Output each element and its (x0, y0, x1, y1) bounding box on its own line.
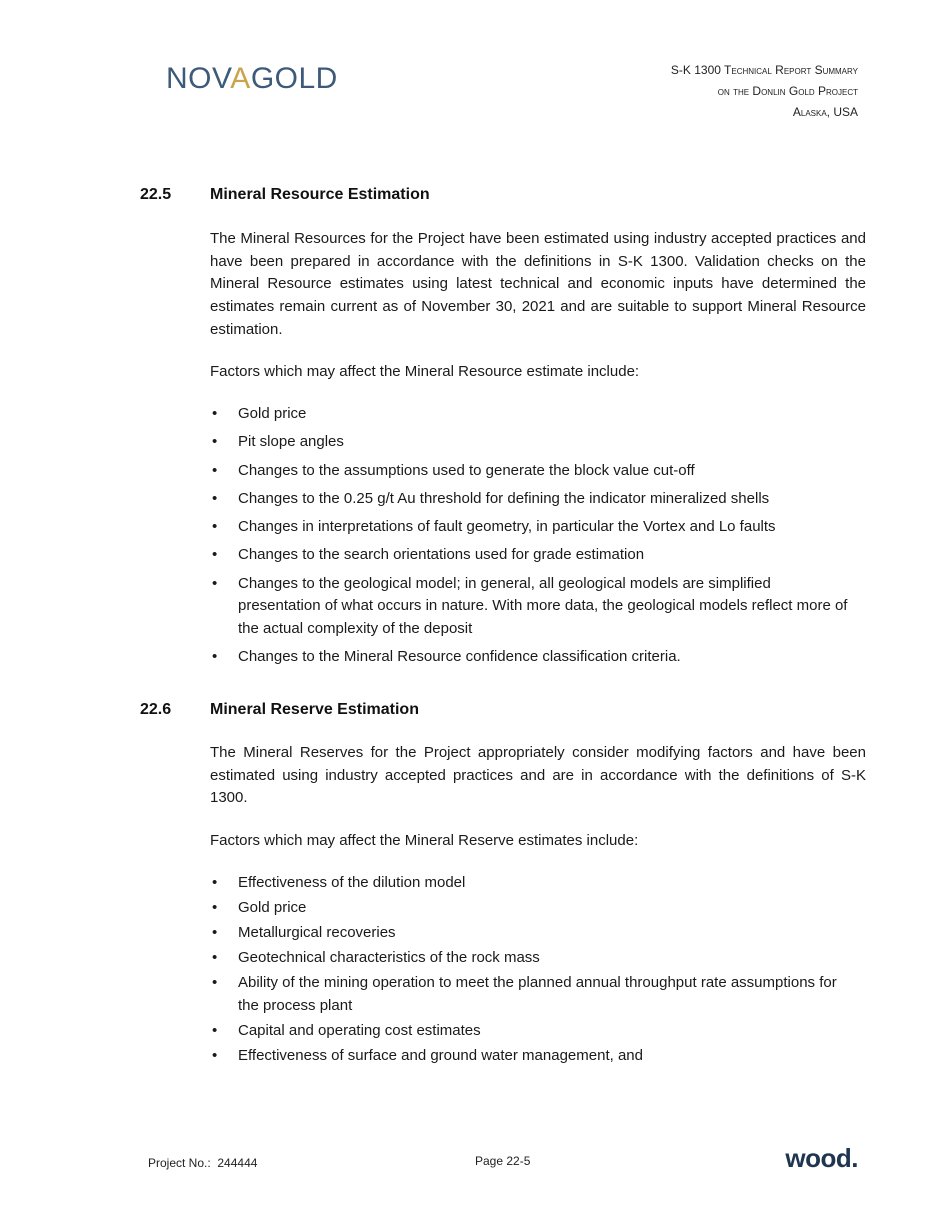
list-item: • Metallurgical recoveries (212, 924, 396, 942)
reserve-factors-list (210, 872, 850, 1070)
report-title-line1: S-K 1300 Technical Report Summary (670, 63, 858, 77)
resource-factors-list (210, 403, 850, 675)
logo-a-mark: A (230, 62, 251, 95)
project-label: Project No.: (148, 1156, 211, 1170)
logo-text-suffix: GOLD (250, 62, 338, 95)
list-item: • Changes to the Mineral Resource confidence classification criteria. (212, 648, 681, 666)
list-item: • Ability of the mining operation to meet the planned annual throughput rate assumptions for the process plant (212, 974, 837, 1015)
page-number: Page 22-5 (475, 1154, 531, 1168)
list-item: • Pit slope angles (212, 433, 344, 451)
list-item: • Gold price (212, 405, 307, 422)
resource-factors-intro: Factors which may affect the Mineral Resource estimate include: (210, 363, 640, 380)
section-heading-22-6 (140, 701, 419, 719)
logo-text-prefix: NOV (166, 62, 231, 95)
list-item: • Geotechnical characteristics of the rock mass (212, 949, 540, 967)
list-item: • Gold price (212, 899, 307, 917)
list-item: • Changes to the assumptions used to generate the block value cut-off (212, 461, 695, 479)
report-header (671, 60, 858, 123)
list-item: • Capital and operating cost estimates (212, 1022, 481, 1040)
reserve-paragraph: The Mineral Reserves for the Project appropriately consider modifying factors and have been estimated using industry accepted practices and are in accordance with the definitions of S-K 1300. (210, 744, 866, 807)
project-number (148, 1156, 257, 1170)
section-title: Mineral Reserve Estimation (210, 701, 419, 718)
wood-logo: wood. (785, 1143, 858, 1173)
resource-paragraph: The Mineral Resources for the Project have been estimated using industry accepted practices and have been prepared in accordance with the definitions in S-K 1300. Validation checks on the Mineral Resource estimates using latest technical and economic inputs have determined the estimates remain current as of November 30, 2021 and are suitable to support Mineral Resource estimation. (210, 230, 866, 338)
list-item: • Changes to the search orientations used for grade estimation (212, 546, 645, 564)
project-number-value: 244444 (217, 1156, 258, 1170)
section-number: 22.5 (140, 186, 172, 203)
list-item: • Effectiveness of surface and ground water management, and (212, 1047, 643, 1065)
report-title-line3: Alaska, USA (792, 105, 858, 119)
reserve-factors-intro: Factors which may affect the Mineral Reserve estimates include: (210, 832, 639, 849)
list-item: • Changes in interpretations of fault geometry, in particular the Vortex and Lo faults (212, 518, 776, 536)
list-item: • Effectiveness of the dilution model (212, 874, 466, 891)
novagold-logo (166, 62, 338, 96)
list-item: • Changes to the 0.25 g/t Au threshold for defining the indicator mineralized shells (212, 489, 770, 507)
report-title-line2: on the Donlin Gold Project (717, 84, 858, 98)
section-number: 22.6 (140, 701, 172, 718)
section-title: Mineral Resource Estimation (210, 186, 430, 203)
section-heading-22-5 (140, 186, 430, 204)
list-item: • Changes to the geological model; in general, all geological models are simplified presentation of what occurs in nature. With more data, the geological models reflect more of the actual complexity of the deposit (212, 574, 848, 638)
